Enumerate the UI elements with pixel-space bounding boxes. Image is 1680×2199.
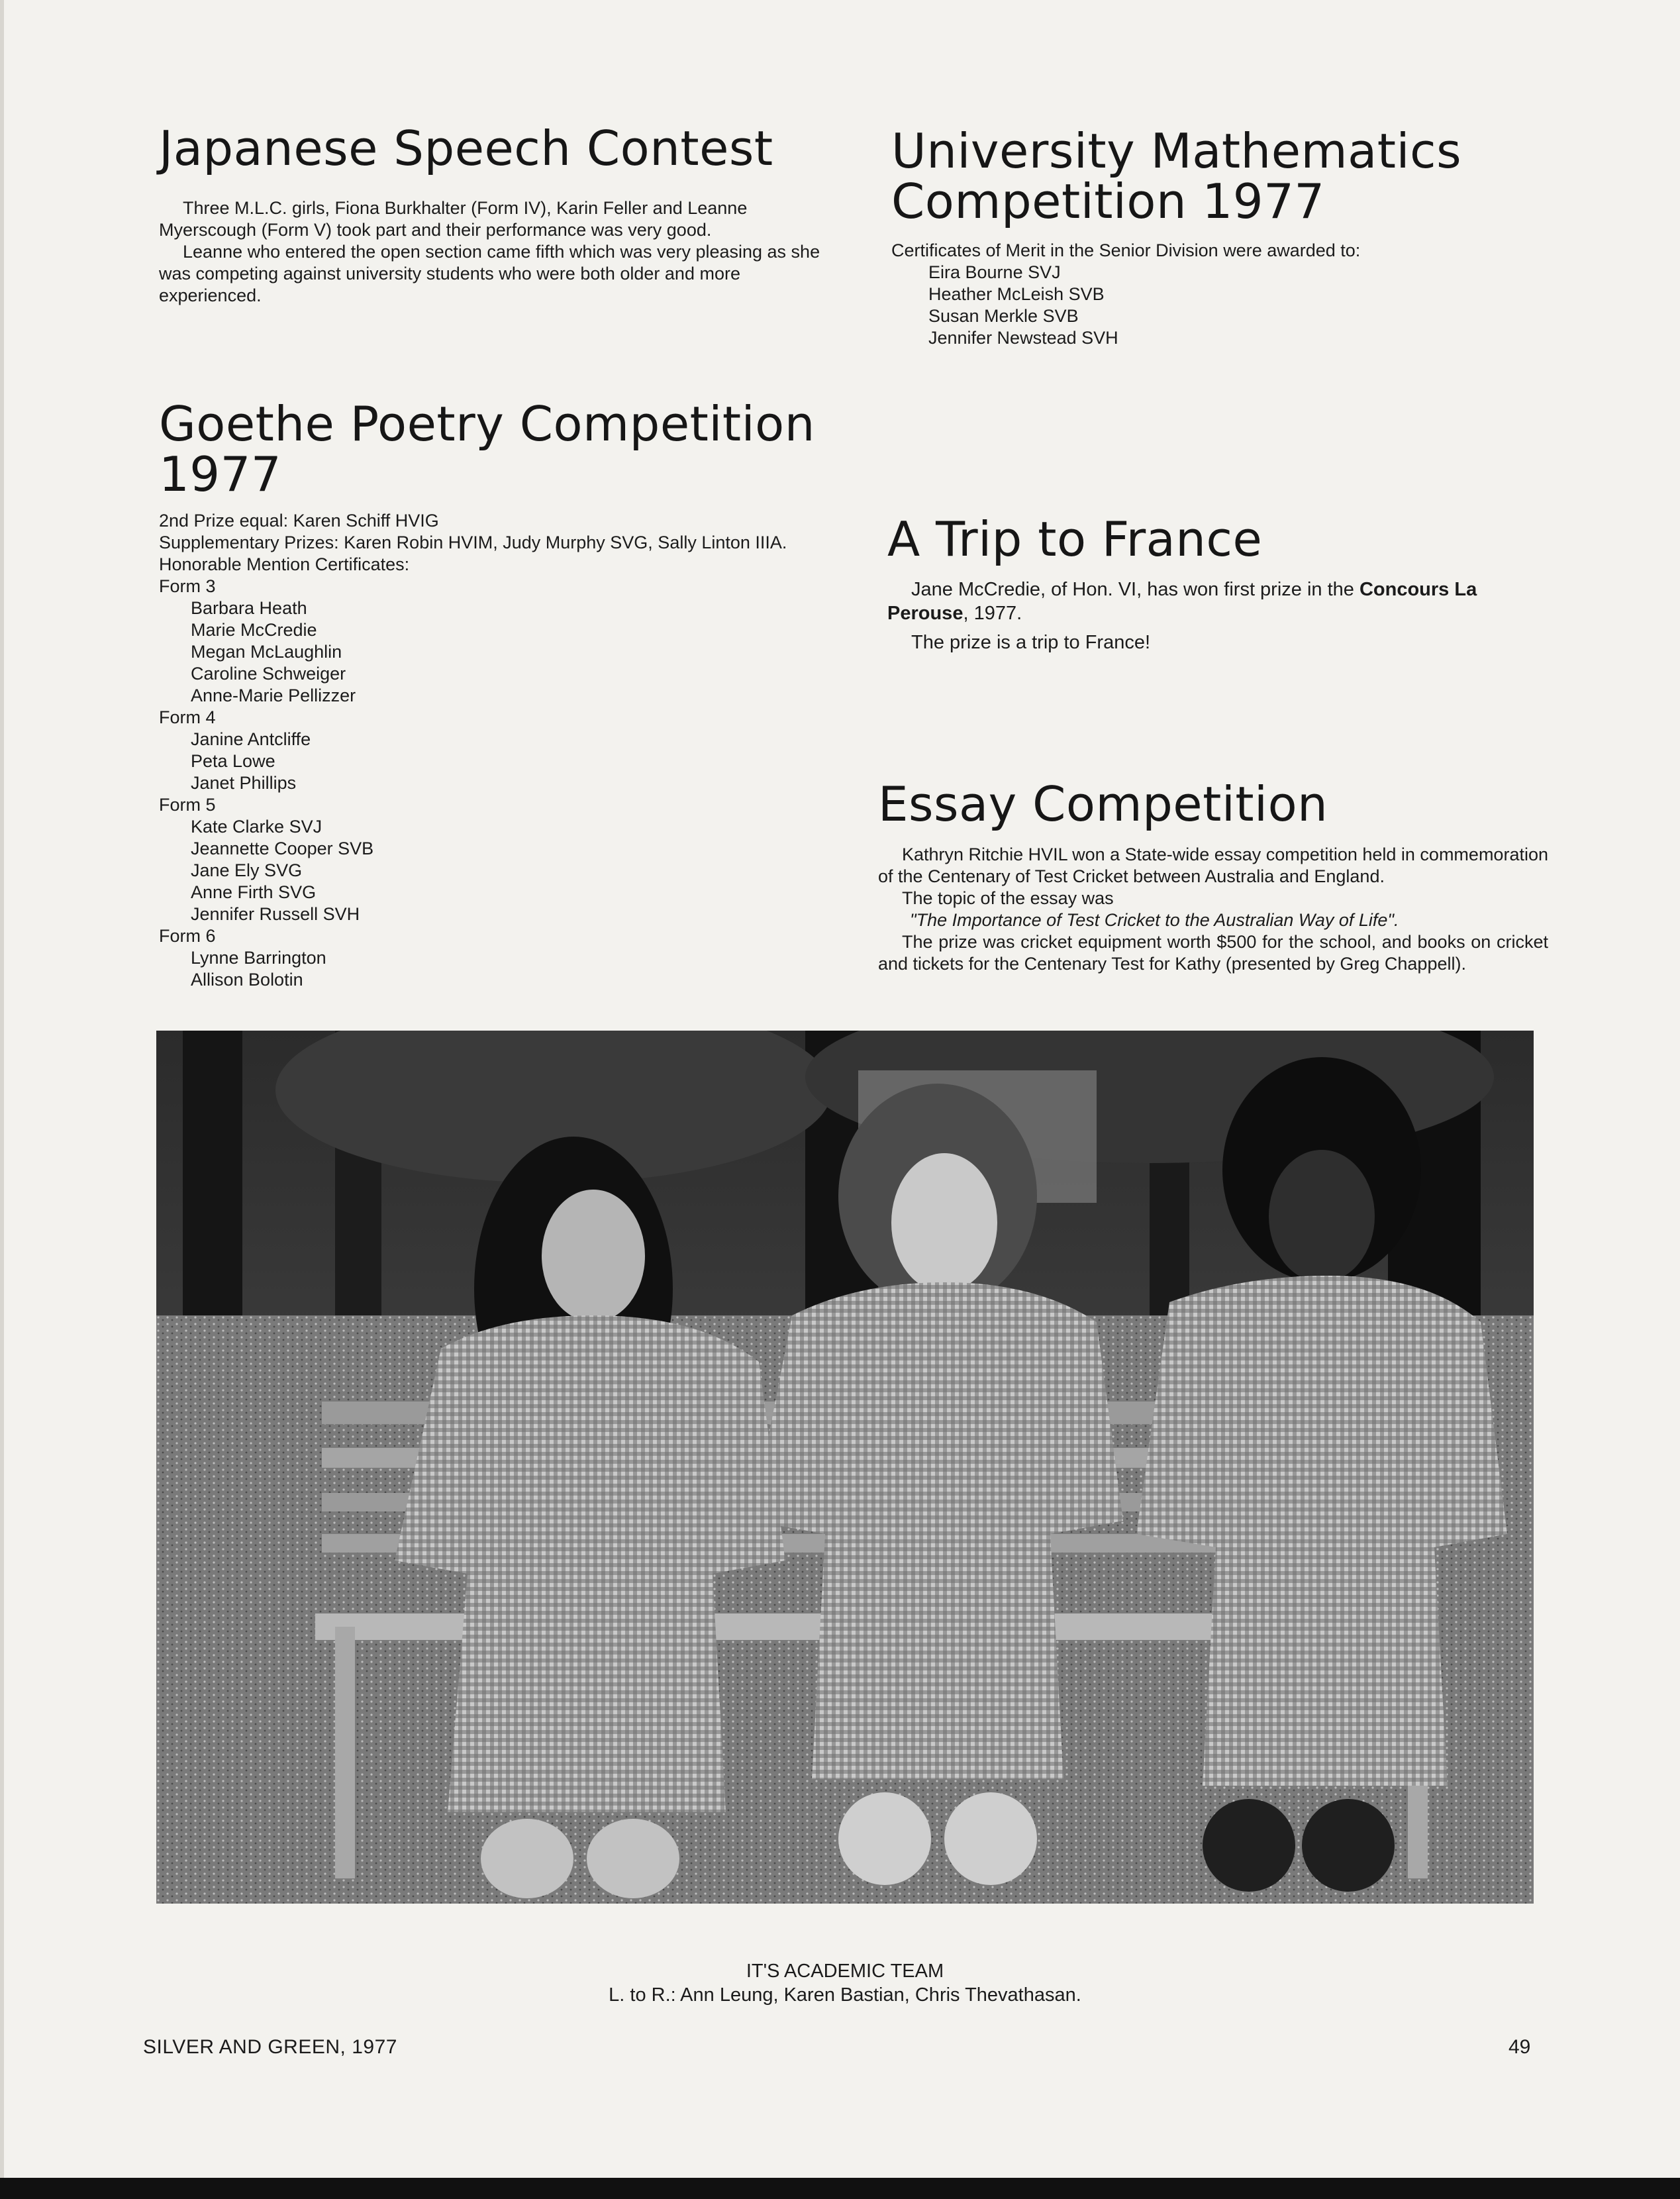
maths-award-name: Heather McLeish SVB	[928, 284, 1105, 304]
form-student: Janine Antcliffe	[191, 729, 311, 749]
essay-para-3: The prize was cricket equipment worth $500 for the school, and books on cricket and tickets for the Centenary Test for Kathy (presented by Greg Chappell).	[878, 932, 1548, 974]
maths-title-line-1: University Mathematics	[891, 123, 1462, 179]
goethe-title-line-1: Goethe Poetry Competition	[159, 396, 815, 452]
maths-competition-section	[891, 123, 1554, 349]
maths-body	[891, 240, 1554, 349]
essay-topic	[878, 909, 1548, 931]
academic-team-photo	[156, 1031, 1534, 1904]
essay-title: Essay Competition	[878, 776, 1328, 832]
form-student: Megan McLaughlin	[191, 642, 342, 662]
goethe-second-prize: 2nd Prize equal: Karen Schiff HVIG	[159, 511, 439, 531]
japanese-speech-title: Japanese Speech Contest	[159, 121, 773, 176]
maths-award-name: Eira Bourne SVJ	[928, 262, 1061, 282]
maths-title-line-2: Competition 1977	[891, 174, 1325, 229]
form-label: Form 4	[159, 707, 216, 727]
france-para-1-text: Jane McCredie, of Hon. VI, has won first prize in the	[911, 579, 1359, 600]
form-student: Marie McCredie	[191, 620, 317, 640]
caption-names: L. to R.: Ann Leung, Karen Bastian, Chris Thevathasan.	[609, 1984, 1081, 2006]
france-body	[887, 578, 1556, 654]
form-student: Jennifer Russell SVH	[191, 904, 360, 924]
maths-award-name: Susan Merkle SVB	[928, 306, 1079, 326]
form-student: Caroline Schweiger	[191, 664, 346, 684]
maths-award-list	[891, 262, 1554, 349]
france-title: A Trip to France	[887, 511, 1263, 567]
photo-caption	[156, 1959, 1534, 2007]
form-student: Allison Bolotin	[191, 970, 303, 990]
form-student: Jane Ely SVG	[191, 860, 303, 880]
form-student: Barbara Heath	[191, 598, 307, 618]
form-student: Anne Firth SVG	[191, 882, 317, 902]
form-label: Form 6	[159, 926, 216, 946]
essay-competition-section	[878, 776, 1548, 975]
essay-para-2: The topic of the essay was	[902, 888, 1114, 908]
form-student: Peta Lowe	[191, 751, 275, 771]
form-student: Lynne Barrington	[191, 948, 326, 968]
goethe-poetry-section	[159, 396, 841, 991]
essay-para-1: Kathryn Ritchie HVIL won a State-wide essay competition held in commemoration of the Centenary of Test Cricket between Australia and England.	[878, 844, 1548, 886]
form-student: Anne-Marie Pellizzer	[191, 686, 356, 705]
form-student: Janet Phillips	[191, 773, 297, 793]
trip-to-france-section	[887, 511, 1556, 654]
france-para-2: The prize is a trip to France!	[911, 632, 1151, 653]
japanese-speech-body	[159, 197, 828, 307]
essay-topic-text: "The Importance of Test Cricket to the Australian Way of Life".	[910, 910, 1399, 930]
goethe-form-list	[159, 576, 841, 991]
france-para-1	[887, 578, 1556, 625]
concours-name: Concours La Perouse	[887, 579, 1477, 624]
japanese-speech-para-2: Leanne who entered the open section came fifth which was very pleasing as she was competing against university students who were both older and more experienced.	[159, 242, 820, 305]
goethe-body	[159, 510, 841, 991]
scan-bottom-edge	[0, 2178, 1680, 2199]
form-student: Jeannette Cooper SVB	[191, 839, 374, 858]
maths-award-name: Jennifer Newstead SVH	[928, 328, 1118, 348]
publication-footer: SILVER AND GREEN, 1977	[143, 2036, 397, 2058]
page-number: 49	[1508, 2036, 1531, 2058]
scan-left-edge	[0, 0, 4, 2179]
maths-intro: Certificates of Merit in the Senior Division were awarded to:	[891, 240, 1361, 260]
form-label: Form 5	[159, 795, 216, 815]
form-student: Kate Clarke SVJ	[191, 817, 322, 837]
form-label: Form 3	[159, 576, 216, 596]
japanese-speech-section	[159, 123, 828, 307]
japanese-speech-para-1: Three M.L.C. girls, Fiona Burkhalter (Form IV), Karin Feller and Leanne Myerscough (Form V) took part and their performance was very good.	[159, 198, 748, 240]
essay-body	[878, 844, 1548, 975]
france-para-1-end: , 1977.	[963, 603, 1022, 624]
goethe-honorable-heading: Honorable Mention Certificates:	[159, 554, 410, 574]
caption-title: IT'S ACADEMIC TEAM	[746, 1961, 944, 1982]
goethe-supplementary: Supplementary Prizes: Karen Robin HVIM, Judy Murphy SVG, Sally Linton IIIA.	[159, 533, 787, 552]
goethe-title-line-2: 1977	[159, 446, 282, 502]
